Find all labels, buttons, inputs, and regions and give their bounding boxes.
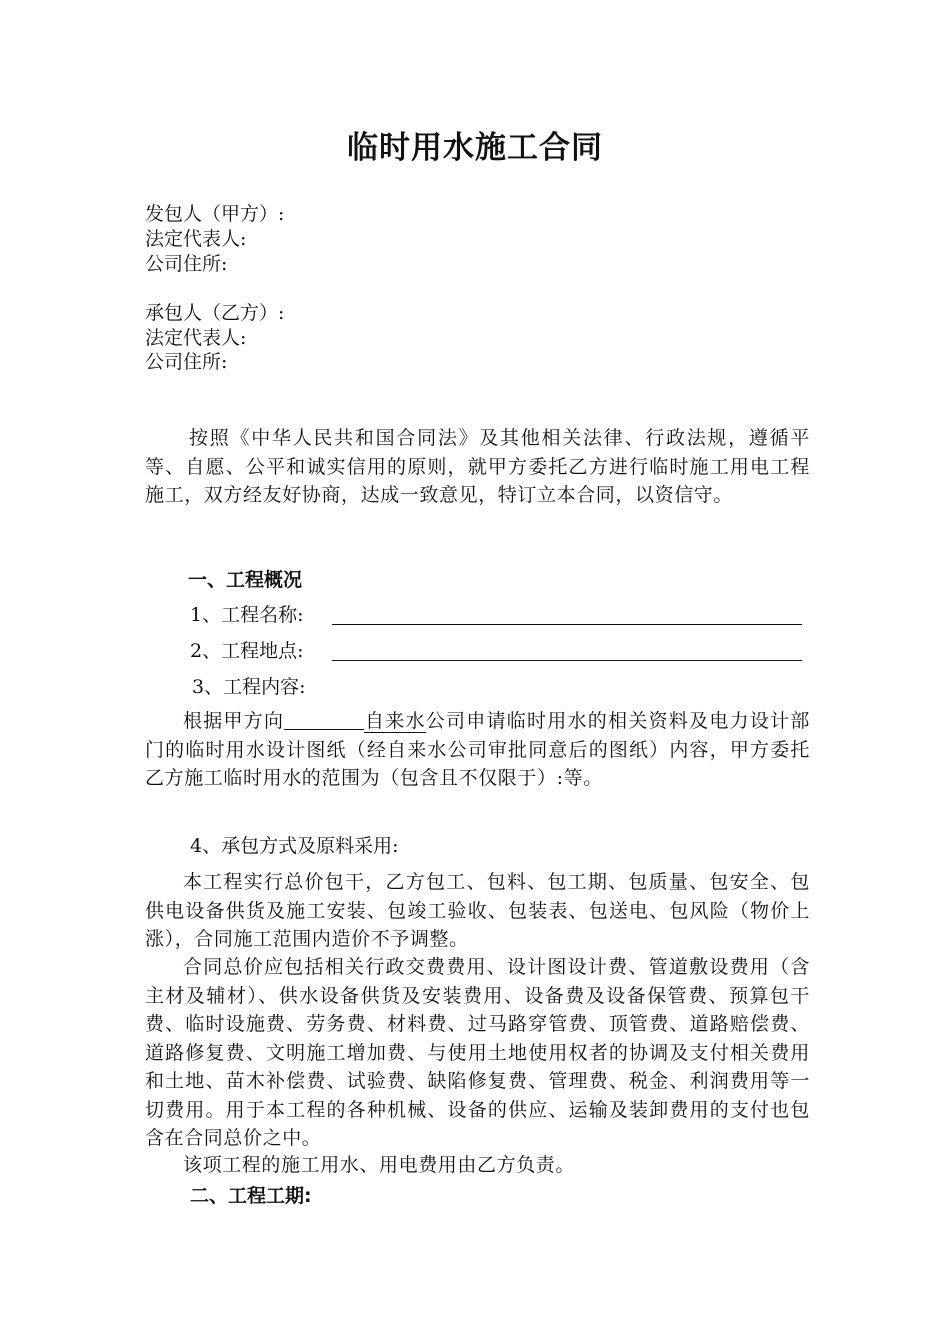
applicant-blank[interactable] <box>284 711 364 730</box>
content-rest: 公司申请临时用水的相关资料及电力设计部门的临时用水设计图纸（经自来水公司审批同意后的图纸）内容，甲方委托乙方施工临时用水的范围为（包含且不仅限于）:等。 <box>145 710 810 789</box>
page-title: 临时用水施工合同 <box>347 130 603 166</box>
section-2-heading: 二、工程工期: <box>190 1185 312 1207</box>
party-a-label: 发包人（甲方）: <box>145 203 285 225</box>
total-price-paragraph: 合同总价应包括相关行政交费费用、设计图设计费、管道敷设费用（含主材及辅材）、供水设备供货及安装费用、设备费及设备保管费、预算包干费、临时设施费、劳务费、材料费、过马路穿管费、顶管费、道路赔偿费、道路修复费、文明施工增加费、与使用土地使用权者的协调及支付相关费用和土地、苗木补偿费、试验费、缺陷修复费、管理费、税金、利润费用等一切费用。用于本工程的各种机械、设备的供应、运输及装卸费用的支付也包含在合同总价之中。 <box>145 956 810 1149</box>
project-name-label: 1、工程名称: <box>190 604 304 626</box>
party-b-rep: 法定代表人: <box>145 327 247 349</box>
section-1-heading: 一、工程概况 <box>188 569 303 591</box>
party-b-label: 承包人（乙方）: <box>145 302 285 324</box>
party-a-rep: 法定代表人: <box>145 228 247 250</box>
water-company-text: 自来水 <box>364 710 426 732</box>
lump-sum-paragraph: 本工程实行总价包干，乙方包工、包料、包工期、包质量、包安全、包供电设备供货及施工安装、包竣工验收、包装表、包送电、包风险（物价上涨），合同施工范围内造价不予调整。 <box>145 871 810 950</box>
party-b-address: 公司住所: <box>145 351 228 373</box>
project-location-label: 2、工程地点: <box>190 640 304 662</box>
content-prefix: 根据甲方向 <box>183 710 285 732</box>
project-name-field[interactable] <box>332 624 802 625</box>
project-content-label: 3、工程内容: <box>192 676 306 698</box>
preamble-paragraph: 按照《中华人民共和国合同法》及其他相关法律、行政法规，遵循平等、自愿、公平和诚实信用的原则，就甲方委托乙方进行临时施工用电工程施工，双方经友好协商，达成一致意见，特订立本合同，以资信守。 <box>145 427 810 506</box>
utilities-paragraph: 该项工程的施工用水、用电费用由乙方负责。 <box>183 1154 576 1176</box>
project-content-paragraph <box>145 707 810 793</box>
project-location-field[interactable] <box>332 660 802 661</box>
party-a-address: 公司住所: <box>145 253 228 275</box>
contract-mode-label: 4、承包方式及原料采用: <box>190 835 399 857</box>
